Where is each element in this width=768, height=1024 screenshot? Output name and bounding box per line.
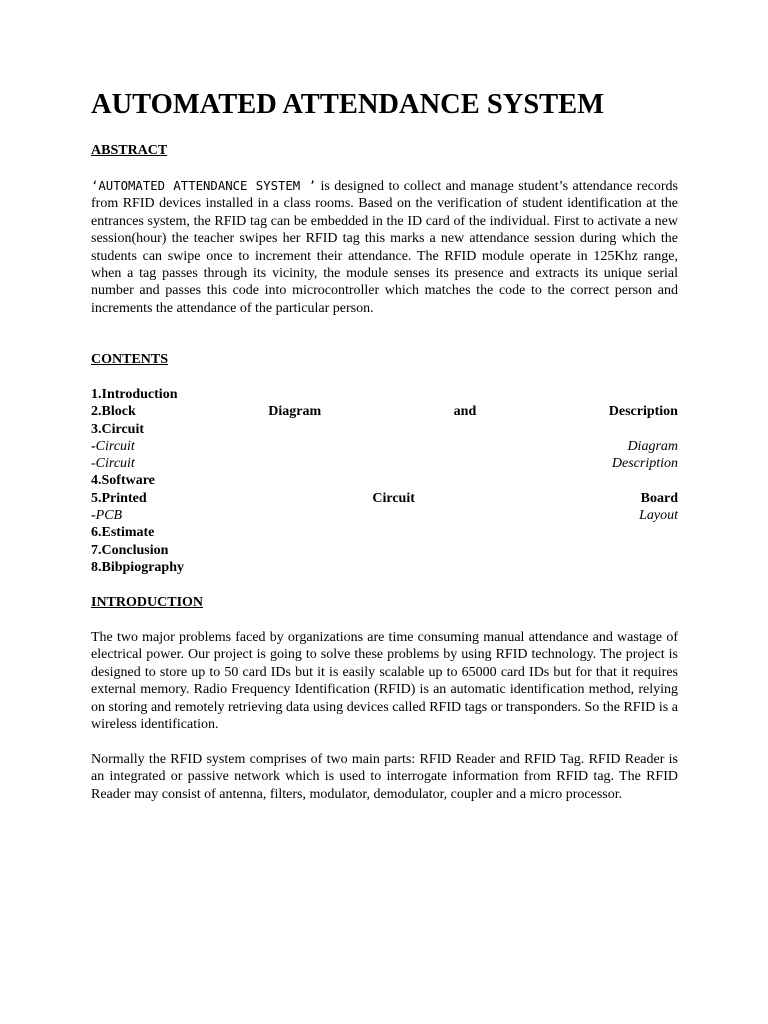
contents-item-word: 5.Printed xyxy=(91,490,147,506)
contents-item-word xyxy=(91,438,135,455)
introduction-paragraph-1: The two major problems faced by organizations are time consuming manual attendance and wastage of electrical power. Our project is going to solve these problems by using RFID technology. The project is designed to store up to 50 card IDs but it is easily scalable up to 65000 card IDs but for that it requires external memory. Radio Frequency Identification (RFID) is an automatic identification method, relying on storing and remotely retrieving data using devices called RFID tags or transponders. So the RFID is a wireless identification. xyxy=(91,630,678,733)
contents-item xyxy=(91,455,678,472)
contents-item xyxy=(91,490,678,507)
contents-item-prefix: - xyxy=(91,508,96,524)
contents-item-word: Description xyxy=(608,404,678,420)
contents-item xyxy=(91,507,678,524)
contents-item-word-text: Circuit xyxy=(95,438,135,454)
contents-item-word: and xyxy=(453,404,477,420)
document-title: AUTOMATED ATTENDANCE SYSTEM xyxy=(91,89,605,120)
contents-item-word xyxy=(91,507,122,524)
abstract-lead: ‘AUTOMATED ATTENDANCE SYSTEM ’ xyxy=(91,179,316,193)
introduction-heading: INTRODUCTION xyxy=(91,595,204,610)
contents-item-word: Diagram xyxy=(627,438,678,454)
contents-heading: CONTENTS xyxy=(91,352,169,367)
contents-item-word: 3.Circuit xyxy=(91,421,145,437)
contents-item-word: 4.Software xyxy=(91,473,155,489)
contents-item-word: 8.Bibpiography xyxy=(91,559,184,575)
contents-item-word: 7.Conclusion xyxy=(91,542,169,558)
contents-item-word: Diagram xyxy=(268,404,322,420)
contents-item-word: Description xyxy=(611,456,678,472)
contents-item-word: Board xyxy=(640,490,678,506)
contents-item xyxy=(91,421,678,438)
contents-list xyxy=(91,386,678,576)
abstract-paragraph xyxy=(91,178,678,317)
contents-item-word: 2.Block xyxy=(91,404,136,420)
contents-item xyxy=(91,472,678,489)
contents-item-word-text: PCB xyxy=(95,508,123,524)
contents-item xyxy=(91,559,678,576)
abstract-body: is designed to collect and manage student’s attendance records from RFID devices installed in a class rooms. Based on the verification of student identification at the entrances system, the RFID tag can be embedded in the ID card of the individual. First to activate a new session(hour) the teacher swipes her RFID tag this marks a new attendance session during which the students can swipe once to increment their attendance. The RFID module operate in 125Khz range, when a tag passes through its vicinity, the module senses its presence and extracts its unique serial number and passes this code into microcontroller which matches the code to the correct person and increments the attendance of the particular person. xyxy=(91,179,678,316)
contents-item xyxy=(91,403,678,420)
contents-item-word: Layout xyxy=(639,508,678,524)
contents-item xyxy=(91,542,678,559)
contents-item-word: -Circuit xyxy=(91,456,135,472)
abstract-heading: ABSTRACT xyxy=(91,143,168,158)
contents-item-word: Circuit xyxy=(372,490,415,506)
introduction-paragraph-2: Normally the RFID system comprises of two main parts: RFID Reader and RFID Tag. RFID Reader is an integrated or passive network which is used to interrogate information from RFID tag. The RFID Reader may consist of antenna, filters, modulator, demodulator, coupler and a micro processor. xyxy=(91,752,678,802)
contents-item-word: 1.Introduction xyxy=(91,387,178,402)
contents-item xyxy=(91,524,678,541)
contents-item xyxy=(91,386,678,403)
contents-item-word: 6.Estimate xyxy=(91,525,155,541)
contents-item xyxy=(91,438,678,455)
contents-item-prefix: - xyxy=(91,438,96,454)
